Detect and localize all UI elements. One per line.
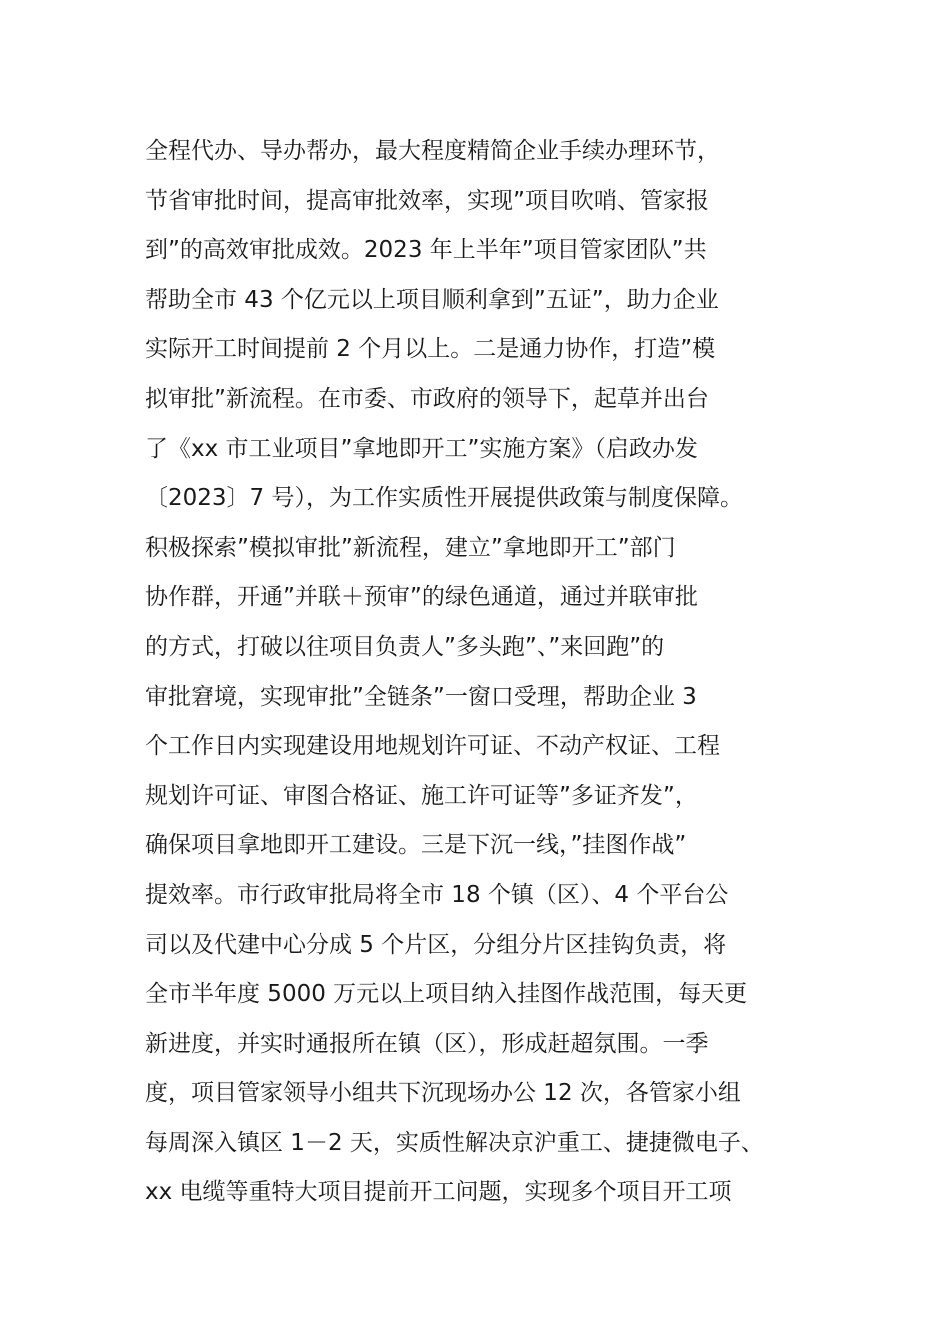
text-line: 全市半年度 5000 万元以上项目纳入挂图作战范围，每天更 xyxy=(145,981,748,1008)
text-line: 确保项目拿地即开工建设。三是下沉一线，”挂图作战” xyxy=(145,832,687,859)
text-line: 的方式，打破以往项目负责人”多头跑”、”来回跑”的 xyxy=(145,633,665,660)
text-line: 度，项目管家领导小组共下沉现场办公 12 次，各管家小组 xyxy=(145,1080,741,1107)
text-line: 到”的高效审批成效。2023 年上半年”项目管家团队”共 xyxy=(145,237,707,264)
text-line: 每周深入镇区 1－2 天，实质性解决京沪重工、捷捷微电子、 xyxy=(145,1129,764,1156)
text-line: 新进度，并实时通报所在镇（区），形成赶超氛围。一季 xyxy=(145,1030,709,1057)
text-line: 拟审批”新流程。在市委、市政府的领导下，起草并出台 xyxy=(145,385,709,412)
text-line: xx 电缆等重特大项目提前开工问题，实现多个项目开工项 xyxy=(145,1179,732,1206)
text-line: 实际开工时间提前 2 个月以上。二是通力协作，打造”模 xyxy=(145,336,716,363)
text-line: 协作群，开通”并联＋预审”的绿色通道，通过并联审批 xyxy=(145,584,698,611)
text-line: 个工作日内实现建设用地规划许可证、不动产权证、工程 xyxy=(145,733,720,760)
text-line: 司以及代建中心分成 5 个片区，分组分片区挂钩负责，将 xyxy=(145,931,727,958)
text-line: 节省审批时间，提高审批效率，实现”项目吹哨、管家报 xyxy=(145,187,709,214)
body-text xyxy=(145,127,845,1218)
text-line: 帮助全市 43 个亿元以上项目顺利拿到”五证”，助力企业 xyxy=(145,286,719,313)
text-line: 〔2023〕7 号），为工作实质性开展提供政策与制度保障。 xyxy=(145,485,743,512)
text-line: 全程代办、导办帮办，最大程度精简企业手续办理环节， xyxy=(145,138,720,164)
text-line: 了《xx 市工业项目”拿地即开工”实施方案》（启政办发 xyxy=(145,435,698,462)
text-line: 规划许可证、审图合格证、施工许可证等”多证齐发”， xyxy=(145,782,698,809)
text-line: 积极探索”模拟审批”新流程，建立”拿地即开工”部门 xyxy=(145,534,676,561)
text-line: 提效率。市行政审批局将全市 18 个镇（区）、4 个平台公 xyxy=(145,881,729,908)
text-line: 审批窘境，实现审批”全链条”一窗口受理，帮助企业 3 xyxy=(145,683,697,710)
